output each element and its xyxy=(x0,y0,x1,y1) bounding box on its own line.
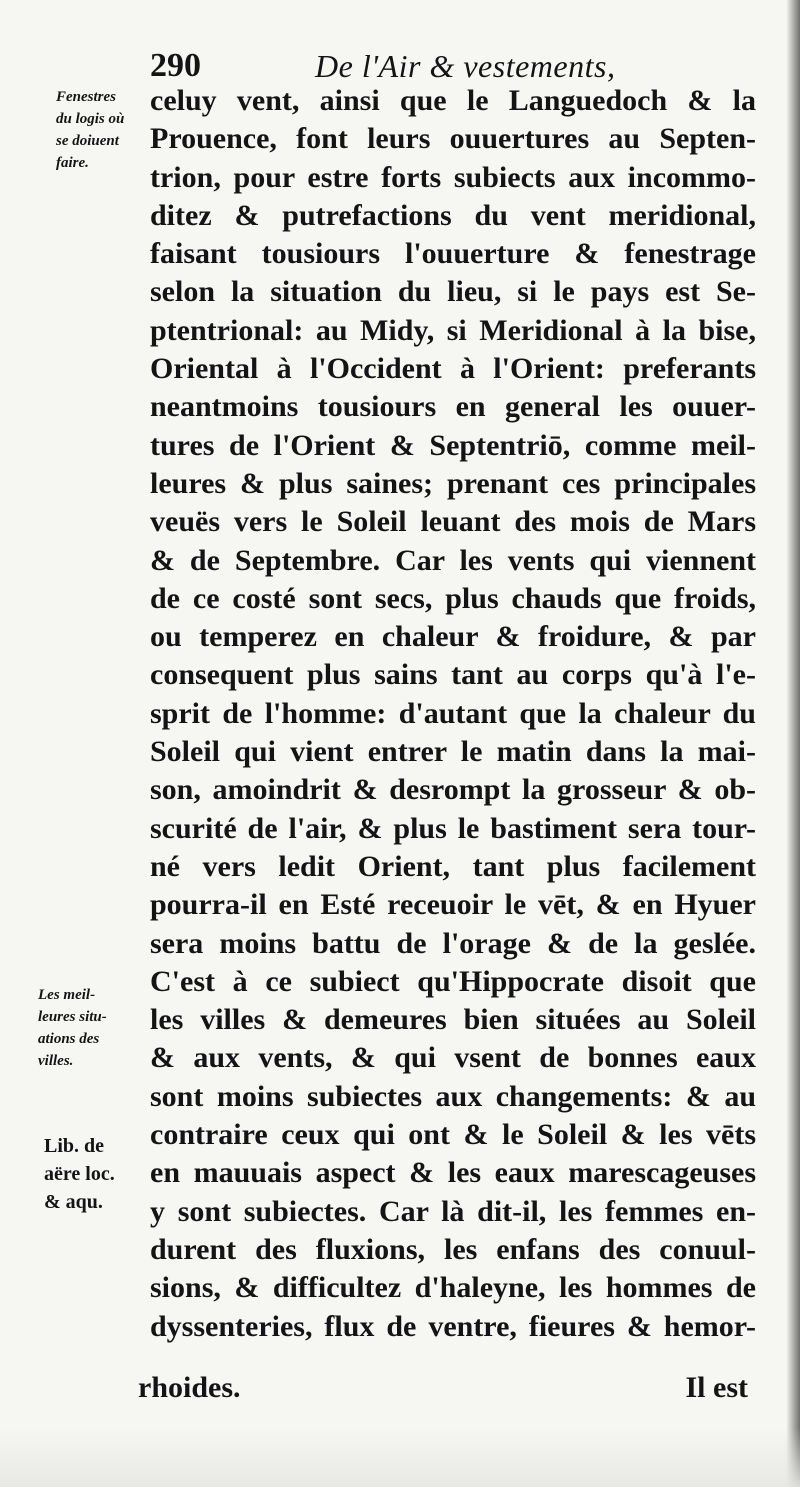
margin-note-line: Les meil- xyxy=(38,987,96,1003)
margin-note-line: leures situ- xyxy=(38,1009,107,1025)
line-continuation: rhoides. xyxy=(138,1371,241,1404)
text-line: né vers ledit Orient, tant plus facilement xyxy=(150,849,756,883)
text-line: & aux vents, & qui vsent de bonnes eaux xyxy=(150,1041,756,1075)
running-head: De l'Air & vestements, xyxy=(315,48,616,84)
margin-note-cities xyxy=(38,984,107,1072)
text-line: trion, pour estre forts subiects aux incommo- xyxy=(150,160,756,194)
text-line: ditez & putrefactions du vent meridional, xyxy=(150,198,756,232)
text-line: sera moins battu de l'orage & de la geslée. xyxy=(150,926,756,960)
margin-reference-line: Lib. de xyxy=(44,1135,105,1157)
margin-note-line: faire. xyxy=(56,155,89,171)
margin-note-line: ations des xyxy=(38,1031,100,1047)
text-line: Prouence, font leurs ouuertures au Septen- xyxy=(150,122,756,156)
text-line: son, amoindrit & desrompt la grosseur & ob- xyxy=(150,773,756,807)
catchword: Il est xyxy=(685,1371,748,1404)
margin-note-line: villes. xyxy=(38,1053,74,1069)
gutter-shadow xyxy=(786,0,800,1487)
text-line: tures de l'Orient & Septentriō, comme meil- xyxy=(150,428,756,462)
text-line: Soleil qui vient entrer le matin dans la mai- xyxy=(150,735,756,769)
text-line: de ce costé sont secs, plus chauds que froids, xyxy=(150,581,756,615)
margin-note-windows xyxy=(56,86,124,174)
text-line: C'est à ce subiect qu'Hippocrate disoit que xyxy=(150,964,756,998)
margin-reference-line: aëre loc. xyxy=(44,1163,115,1185)
margin-note-line: du logis où xyxy=(56,111,125,127)
body-text xyxy=(150,82,756,1346)
text-line: contraire ceux qui ont & le Soleil & les vēts xyxy=(150,1118,756,1152)
text-line: veuës vers le Soleil leuant des mois de Mars xyxy=(150,505,756,539)
text-line: faisant tousiours l'ouuerture & fenestrage xyxy=(150,237,756,271)
text-line: sions, & difficultez d'haleyne, les hommes de xyxy=(150,1271,756,1305)
text-line: Oriental à l'Occident à l'Orient: preferants xyxy=(150,352,756,386)
text-line: consequent plus sains tant au corps qu'à l'e- xyxy=(150,658,756,692)
text-line: en mauuais aspect & les eaux marescageuses xyxy=(150,1156,756,1190)
catchword-row xyxy=(138,1368,748,1408)
margin-note-line: Fenestres xyxy=(56,89,116,105)
text-line: dyssenteries, flux de ventre, fieures & hemor- xyxy=(150,1309,756,1343)
text-line: sprit de l'homme: d'autant que la chaleur du xyxy=(150,696,756,730)
margin-reference-line: & aqu. xyxy=(44,1191,103,1213)
page-number: 290 xyxy=(150,47,201,84)
text-line: durent des fluxions, les enfans des conuul- xyxy=(150,1232,756,1266)
text-line: neantmoins tousiours en general les ouuer- xyxy=(150,390,756,424)
text-line: y sont subiectes. Car là dit-il, les femmes en- xyxy=(150,1194,756,1228)
text-line: sont moins subiectes aux changements: & au xyxy=(150,1079,756,1113)
text-line: ptentrional: au Midy, si Meridional à la bise, xyxy=(150,313,756,347)
text-line: pourra-il en Esté receuoir le vēt, & en Hyuer xyxy=(150,888,756,922)
text-line: les villes & demeures bien situées au Soleil xyxy=(150,1003,756,1037)
margin-note-line: se doiuent xyxy=(56,133,119,149)
text-line: celuy vent, ainsi que le Languedoch & la xyxy=(150,84,756,117)
text-line: scurité de l'air, & plus le bastiment sera tour- xyxy=(150,811,756,845)
margin-reference xyxy=(44,1132,115,1216)
text-line: ou temperez en chaleur & froidure, & par xyxy=(150,620,756,654)
text-line: leures & plus saines; prenant ces principales xyxy=(150,466,756,500)
page-bottom-shade xyxy=(0,1427,800,1487)
text-line: selon la situation du lieu, si le pays est Se- xyxy=(150,275,756,309)
text-line: & de Septembre. Car les vents qui viennent xyxy=(150,543,756,577)
